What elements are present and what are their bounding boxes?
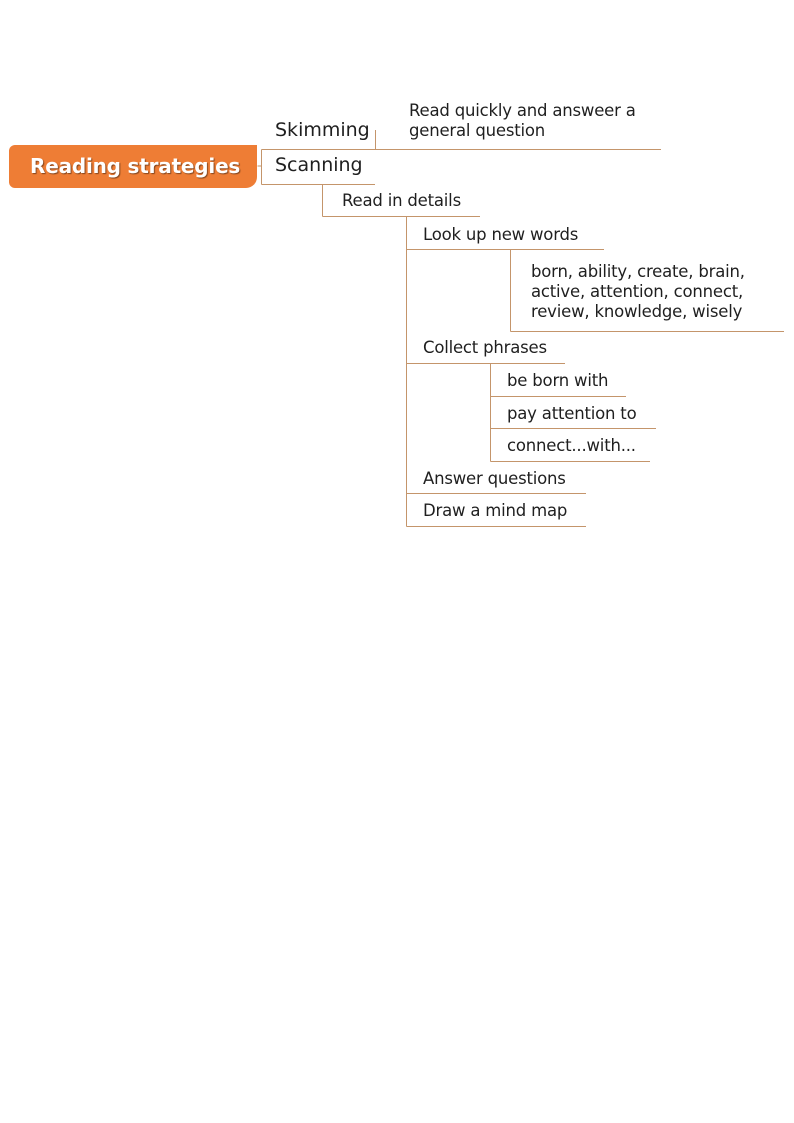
node-words-line3[interactable]: review, knowledge, wisely — [531, 302, 743, 321]
node-phrase-be-born-with[interactable]: be born with — [507, 371, 609, 390]
node-words-line2[interactable]: active, attention, connect, — [531, 282, 744, 301]
node-read-in-details[interactable]: Read in details — [342, 191, 461, 210]
node-collect-phrases[interactable]: Collect phrases — [423, 338, 547, 357]
node-scanning[interactable]: Scanning — [275, 154, 363, 176]
node-words-line1[interactable]: born, ability, create, brain, — [531, 262, 745, 281]
node-look-up-new-words[interactable]: Look up new words — [423, 225, 579, 244]
node-skimming[interactable]: Skimming — [275, 119, 370, 141]
root-node[interactable]: Reading strategies — [9, 145, 257, 188]
node-phrase-pay-attention-to[interactable]: pay attention to — [507, 404, 637, 423]
node-answer-questions[interactable]: Answer questions — [423, 469, 566, 488]
node-draw-mind-map[interactable]: Draw a mind map — [423, 501, 568, 520]
node-phrase-connect-with[interactable]: connect...with... — [507, 436, 636, 455]
node-skimming-detail-line2[interactable]: general question — [409, 121, 546, 140]
node-skimming-detail-line1[interactable]: Read quickly and answeer a — [409, 101, 636, 120]
